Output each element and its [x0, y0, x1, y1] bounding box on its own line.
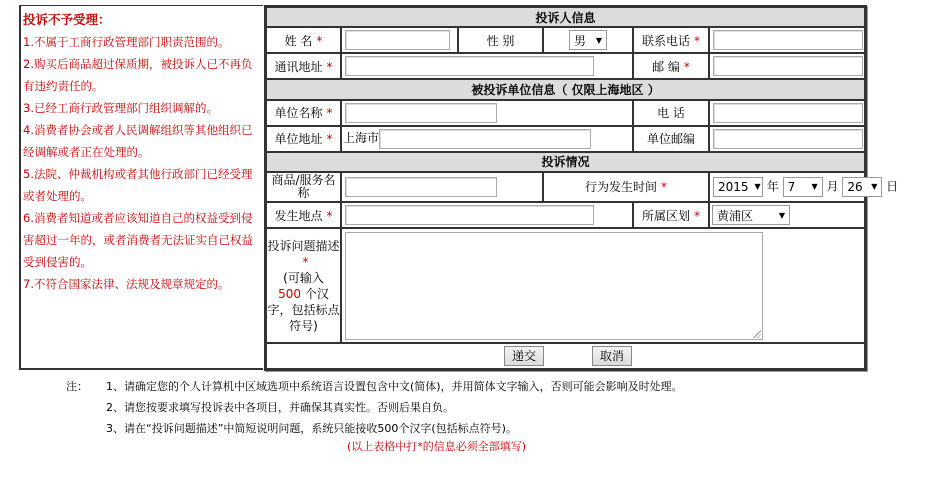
- note-item: 2、请您按要求填写投诉表中各项目，并确保其真实性。否则后果自负。: [106, 401, 454, 414]
- unit-postcode-label: 单位邮编: [633, 126, 709, 152]
- notes-label: 注：: [66, 380, 88, 393]
- note-item: 1、请确定您的个人计算机中区域选项中系统语言设置包含中文(简体)，并用简体文字输入，否则可能会影响及时处理。: [106, 380, 683, 393]
- rejection-panel: [19, 5, 263, 370]
- name-input[interactable]: [345, 30, 450, 50]
- phone-cell: [709, 27, 865, 53]
- unit-address-prefix: 上海市: [343, 131, 380, 146]
- required-mark: *: [316, 33, 323, 48]
- address-cell: [341, 53, 633, 79]
- rejection-item: 5.法院、仲裁机构或者其他行政部门已经受理或者处理的。: [23, 167, 253, 203]
- day-unit: 日: [886, 179, 899, 194]
- name-label: 姓 名 *: [266, 27, 341, 53]
- day-select[interactable]: 26 ▼: [842, 177, 882, 197]
- phone-input[interactable]: [713, 30, 863, 50]
- month-unit: 月: [826, 179, 839, 194]
- time-label: 行为发生时间 *: [543, 172, 709, 202]
- chevron-down-icon: ▼: [754, 182, 761, 192]
- district-select[interactable]: 黄浦区 ▼: [712, 205, 790, 225]
- location-input[interactable]: [345, 205, 594, 225]
- unit-postcode-cell: [709, 126, 865, 152]
- month-select[interactable]: 7 ▼: [783, 177, 823, 197]
- gender-cell: [543, 27, 633, 53]
- unit-address-cell: [341, 126, 633, 152]
- district-cell: [709, 202, 865, 228]
- unit-name-cell: [341, 100, 633, 126]
- product-input[interactable]: [345, 177, 497, 197]
- postcode-input[interactable]: [713, 56, 863, 76]
- section-respondent: 被投诉单位信息（ 仅限上海地区 ）: [266, 79, 865, 99]
- chevron-down-icon: ▼: [595, 35, 602, 45]
- postcode-cell: [709, 53, 865, 79]
- time-cell: [709, 172, 899, 202]
- description-cell: [341, 228, 865, 343]
- chevron-down-icon: ▼: [811, 182, 818, 192]
- unit-address-input[interactable]: [379, 129, 591, 149]
- phone-label: 联系电话 *: [633, 27, 709, 53]
- rejection-item: 3.已经工商行政管理部门组织调解的。: [23, 101, 218, 115]
- chevron-down-icon: ▼: [778, 210, 785, 220]
- section-complainant: 投诉人信息: [266, 7, 865, 27]
- year-unit: 年: [766, 179, 779, 194]
- notes-section: [66, 376, 683, 453]
- unit-postcode-input[interactable]: [713, 129, 863, 149]
- rejection-item: 4.消费者协会或者人民调解组织等其他组织已经调解或者正在处理的。: [23, 123, 253, 159]
- required-note: (以上表格中打*的信息必须全部填写): [347, 440, 527, 453]
- cancel-button[interactable]: 取消: [592, 346, 632, 366]
- gender-label: 性 别: [458, 27, 543, 53]
- name-cell: [341, 27, 458, 53]
- product-label: 商品/服务名称: [266, 172, 341, 202]
- unit-name-label: 单位名称 *: [266, 100, 341, 126]
- postcode-label: 邮 编 *: [633, 53, 709, 79]
- rejection-item: 6.消费者知道或者应该知道自己的权益受到侵害超过一年的，或者消费者无法证实自己权益受到侵害的。: [23, 211, 253, 269]
- product-cell: [341, 172, 543, 202]
- unit-phone-label: 电 话: [633, 100, 709, 126]
- rejection-item: 1.不属于工商行政管理部门职责范围的。: [23, 35, 230, 49]
- chevron-down-icon: ▼: [871, 182, 878, 192]
- complaint-form: [264, 5, 899, 371]
- description-label: 投诉问题描述* (可输入 500 个汉字，包括标点符号): [266, 228, 341, 343]
- unit-phone-cell: [709, 100, 865, 126]
- rejection-item: 2.购买后商品超过保质期，被投诉人已不再负有违约责任的。: [23, 57, 253, 93]
- section-complaint: 投诉情况: [266, 152, 865, 172]
- year-select[interactable]: 2015 ▼: [713, 177, 763, 197]
- gender-select[interactable]: 男 ▼: [569, 30, 607, 50]
- unit-phone-input[interactable]: [713, 103, 863, 123]
- district-label: 所属区划 *: [633, 202, 709, 228]
- description-textarea[interactable]: [345, 232, 763, 340]
- button-row: [266, 343, 865, 369]
- char-limit: 500: [278, 286, 302, 301]
- address-label: 通讯地址 *: [266, 53, 341, 79]
- rejection-title: 投诉不予受理：: [23, 12, 111, 27]
- address-input[interactable]: [345, 56, 594, 76]
- unit-name-input[interactable]: [345, 103, 497, 123]
- submit-button[interactable]: 递交: [504, 346, 544, 366]
- location-label: 发生地点 *: [266, 202, 341, 228]
- note-item: 3、请在“投诉问题描述”中简短说明问题，系统只能接收500个汉字(包括标点符号)。: [106, 422, 517, 435]
- rejection-item: 7.不符合国家法律、法规及规章规定的。: [23, 277, 230, 291]
- location-cell: [341, 202, 633, 228]
- resize-grip-icon[interactable]: [753, 330, 761, 338]
- unit-address-label: 单位地址 *: [266, 126, 341, 152]
